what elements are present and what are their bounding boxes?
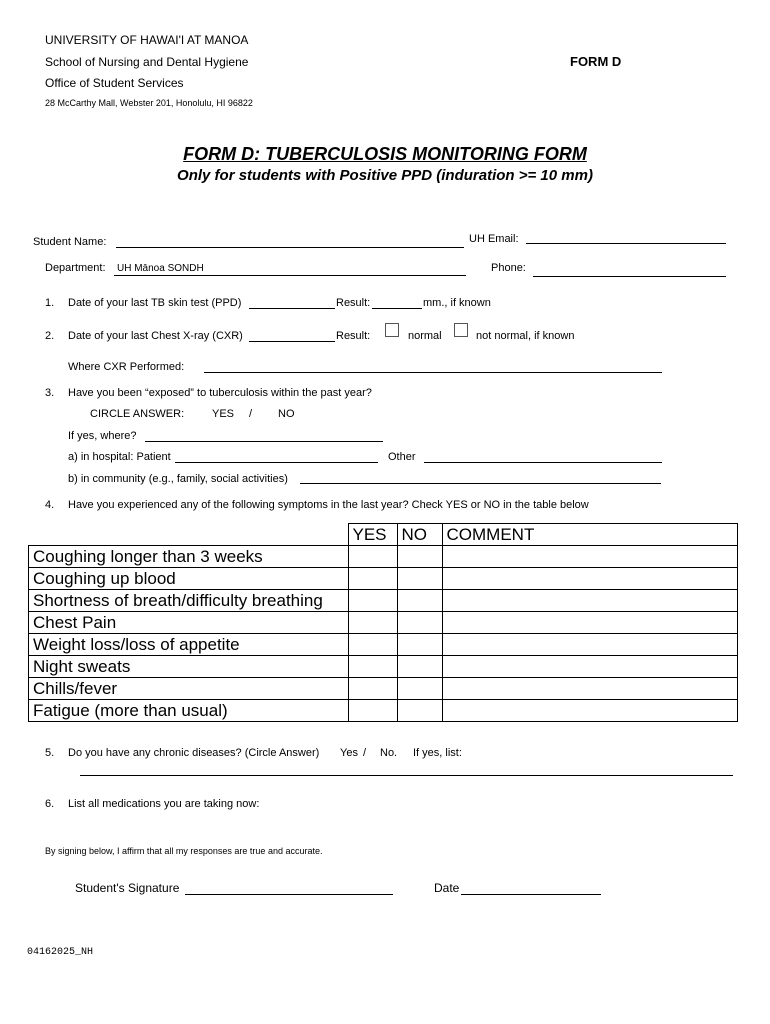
school-name: School of Nursing and Dental Hygiene xyxy=(45,55,249,69)
department-label: Department: xyxy=(45,262,106,274)
q4-text: Have you experienced any of the following symptoms in the last year? Check YES or NO in the table below xyxy=(68,499,589,511)
comment-cell[interactable] xyxy=(442,678,737,700)
q2-result-label: Result: xyxy=(336,330,371,342)
table-row xyxy=(29,568,738,590)
no-cell[interactable] xyxy=(397,546,442,568)
yes-cell[interactable] xyxy=(348,612,397,634)
comment-cell[interactable] xyxy=(442,612,737,634)
student-name-field[interactable] xyxy=(116,247,464,248)
symptom-label: Chills/fever xyxy=(29,678,349,700)
cxr-not-normal-label: not normal, if known xyxy=(476,330,575,342)
table-row xyxy=(29,634,738,656)
q5-text: Do you have any chronic diseases? (Circle Answer) xyxy=(68,747,320,759)
form-title: FORM D: TUBERCULOSIS MONITORING FORM xyxy=(183,144,587,164)
table-row xyxy=(29,656,738,678)
q3-slash: / xyxy=(249,408,253,420)
q3-hospital-label: a) in hospital: Patient xyxy=(68,451,171,463)
yes-cell[interactable] xyxy=(348,656,397,678)
yes-cell[interactable] xyxy=(348,634,397,656)
form-subtitle: Only for students with Positive PPD (induration >= 10 mm) xyxy=(177,167,593,184)
q3-if-yes-label: If yes, where? xyxy=(68,430,137,442)
comment-cell[interactable] xyxy=(442,546,737,568)
university-name: UNIVERSITY OF HAWAI'I AT MANOA xyxy=(45,33,249,47)
q3-no-option[interactable]: NO xyxy=(278,408,295,420)
cxr-normal-label: normal xyxy=(408,330,442,342)
signature-field[interactable] xyxy=(185,894,393,895)
table-row xyxy=(29,678,738,700)
phone-field[interactable] xyxy=(533,276,726,277)
student-name-label: Student Name: xyxy=(33,236,107,248)
ppd-result-field[interactable] xyxy=(372,308,422,309)
cxr-not-normal-checkbox[interactable] xyxy=(454,323,468,337)
yes-cell[interactable] xyxy=(348,700,397,722)
uh-email-field[interactable] xyxy=(526,243,726,244)
symptom-label: Shortness of breath/difficulty breathing xyxy=(29,590,349,612)
q3-circle-label: CIRCLE ANSWER: xyxy=(90,408,185,420)
symptom-label: Night sweats xyxy=(29,656,349,678)
q5-yes-option[interactable]: Yes xyxy=(340,747,358,759)
cxr-where-label: Where CXR Performed: xyxy=(68,361,185,373)
header-yes: YES xyxy=(348,524,397,546)
form-tag: FORM D xyxy=(570,54,622,69)
table-row xyxy=(29,590,738,612)
office-address: 28 McCarthy Mall, Webster 201, Honolulu, HI 96822 xyxy=(45,98,253,108)
table-row xyxy=(29,700,738,722)
hospital-other-field[interactable] xyxy=(424,462,662,463)
q1-unit: mm., if known xyxy=(423,297,491,309)
q5-number: 5. xyxy=(45,747,55,759)
comment-cell[interactable] xyxy=(442,568,737,590)
q3-yes-option[interactable]: YES xyxy=(212,408,235,420)
symptom-label: Weight loss/loss of appetite xyxy=(29,634,349,656)
exposure-where-field[interactable] xyxy=(145,441,383,442)
comment-cell[interactable] xyxy=(442,700,737,722)
signature-label: Student's Signature xyxy=(75,881,180,895)
q4-number: 4. xyxy=(45,499,55,511)
uh-email-label: UH Email: xyxy=(469,233,519,245)
table-row xyxy=(29,612,738,634)
chronic-diseases-field[interactable] xyxy=(80,775,733,776)
q6-text: List all medications you are taking now: xyxy=(68,798,260,810)
hospital-patient-field[interactable] xyxy=(175,462,378,463)
no-cell[interactable] xyxy=(397,634,442,656)
q1-text: Date of your last TB skin test (PPD) xyxy=(68,297,242,309)
q6-number: 6. xyxy=(45,798,55,810)
q5-no-option[interactable]: No. xyxy=(380,747,398,759)
q1-result-label: Result: xyxy=(336,297,371,309)
q3-text: Have you been “exposed” to tuberculosis within the past year? xyxy=(68,387,372,399)
yes-cell[interactable] xyxy=(348,590,397,612)
no-cell[interactable] xyxy=(397,700,442,722)
symptom-label: Chest Pain xyxy=(29,612,349,634)
department-field[interactable] xyxy=(114,275,466,276)
table-row xyxy=(29,546,738,568)
no-cell[interactable] xyxy=(397,590,442,612)
comment-cell[interactable] xyxy=(442,634,737,656)
affirmation-text: By signing below, I affirm that all my responses are true and accurate. xyxy=(45,846,323,856)
yes-cell[interactable] xyxy=(348,546,397,568)
q3-community-label: b) in community (e.g., family, social activities) xyxy=(68,473,288,485)
symptoms-table xyxy=(28,523,738,722)
cxr-where-field[interactable] xyxy=(204,372,662,373)
ppd-date-field[interactable] xyxy=(249,308,335,309)
symptom-label: Fatigue (more than usual) xyxy=(29,700,349,722)
cxr-normal-checkbox[interactable] xyxy=(385,323,399,337)
symptom-label: Coughing up blood xyxy=(29,568,349,590)
q2-text: Date of your last Chest X-ray (CXR) xyxy=(68,330,243,342)
date-field[interactable] xyxy=(461,894,601,895)
header-symptom-cell xyxy=(29,524,349,546)
header-no: NO xyxy=(397,524,442,546)
no-cell[interactable] xyxy=(397,568,442,590)
q1-number: 1. xyxy=(45,297,55,309)
table-header-row xyxy=(29,524,738,546)
header-comment: COMMENT xyxy=(442,524,737,546)
office-name: Office of Student Services xyxy=(45,76,184,90)
phone-label: Phone: xyxy=(491,262,526,274)
q5-list-label: If yes, list: xyxy=(413,747,462,759)
yes-cell[interactable] xyxy=(348,568,397,590)
date-label: Date xyxy=(434,881,460,895)
symptom-label: Coughing longer than 3 weeks xyxy=(29,546,349,568)
yes-cell[interactable] xyxy=(348,678,397,700)
no-cell[interactable] xyxy=(397,656,442,678)
footer-code: 04162025_NH xyxy=(27,947,94,958)
comment-cell[interactable] xyxy=(442,590,737,612)
no-cell[interactable] xyxy=(397,678,442,700)
q3-other-label: Other xyxy=(388,451,416,463)
department-value: UH Mānoa SONDH xyxy=(117,263,204,274)
q5-slash: / xyxy=(363,747,367,759)
q3-number: 3. xyxy=(45,387,55,399)
cxr-date-field[interactable] xyxy=(249,341,335,342)
no-cell[interactable] xyxy=(397,612,442,634)
community-field[interactable] xyxy=(300,483,661,484)
q2-number: 2. xyxy=(45,330,55,342)
comment-cell[interactable] xyxy=(442,656,737,678)
